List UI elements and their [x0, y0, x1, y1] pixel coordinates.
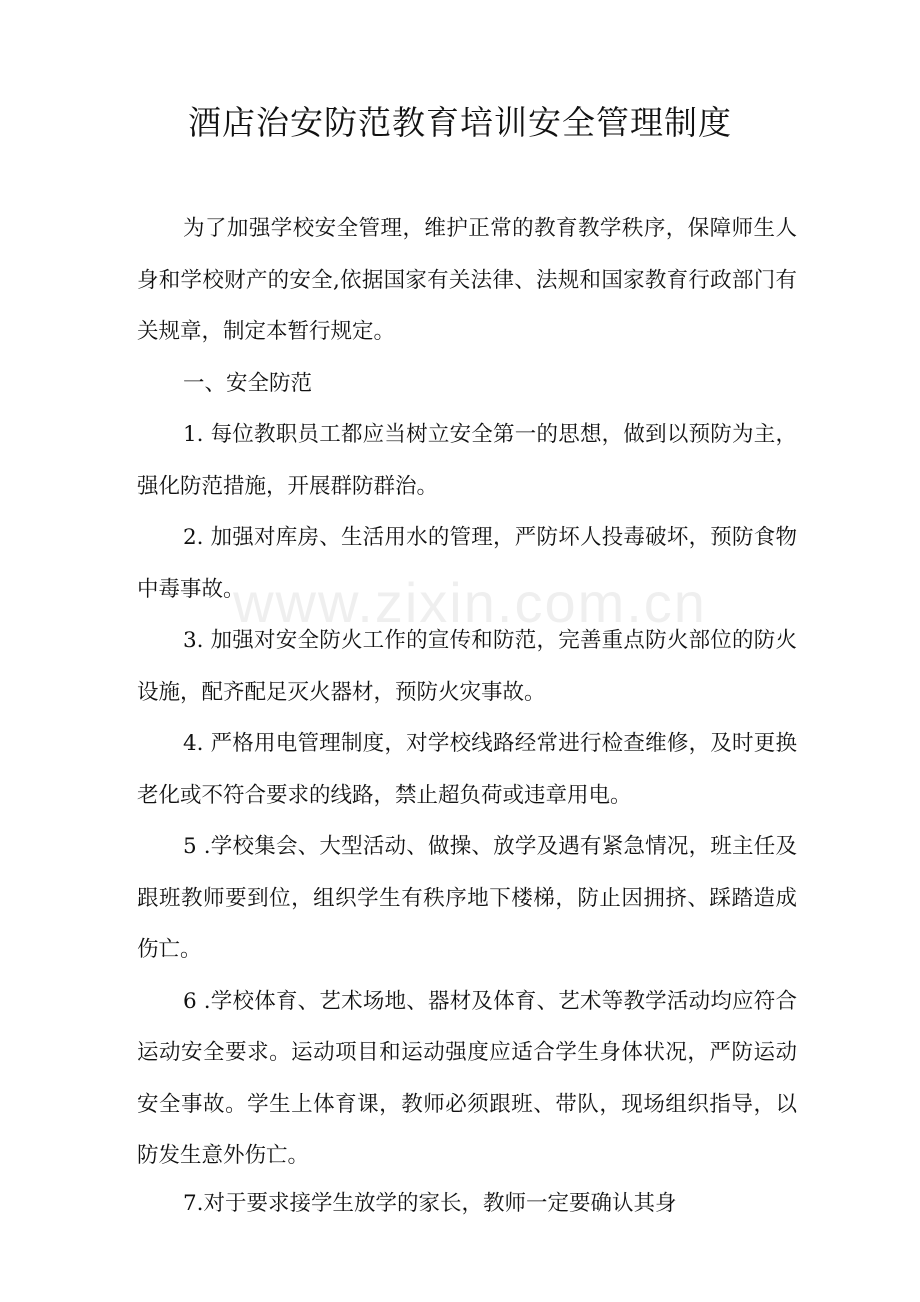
paragraph-item-2: 2. 加强对库房、生活用水的管理，严防坏人投毒破坏，预防食物中毒事故。 [137, 525, 797, 602]
document-title: 酒店治安防范教育培训安全管理制度 [188, 103, 732, 142]
paragraph-item-4: 4. 严格用电管理制度，对学校线路经常进行检查维修，及时更换老化或不符合要求的线路，禁止超负荷或违章用电。 [137, 731, 797, 808]
document-body [137, 203, 797, 1229]
paragraph-item-3: 3. 加强对安全防火工作的宣传和防范，完善重点防火部位的防火设施，配齐配足灭火器材，预防火灾事故。 [137, 628, 797, 705]
paragraph-item-6: 6 .学校体育、艺术场地、器材及体育、艺术等教学活动均应符合运动安全要求。运动项目和运动强度应适合学生身体状况，严防运动安全事故。学生上体育课，教师必须跟班、带队，现场组织指导，以防发生意外伤亡。 [137, 988, 797, 1168]
section-heading-safety: 一、安全防范 [183, 370, 313, 396]
paragraph-item-1: 1. 每位教职员工都应当树立安全第一的思想，做到以预防为主，强化防范措施，开展群防群治。 [137, 422, 797, 499]
watermark-text: www.zixin.com.cn [233, 571, 707, 634]
paragraph-item-7: 7.对于要求接学生放学的家长，教师一定要确认其身 [183, 1190, 677, 1216]
paragraph-intro: 为了加强学校安全管理，维护正常的教育教学秩序，保障师生人身和学校财产的安全,依据国家有关法律、法规和国家教育行政部门有关规章，制定本暂行规定。 [137, 216, 797, 344]
paragraph-item-5: 5 .学校集会、大型活动、做操、放学及遇有紧急情况，班主任及跟班教师要到位，组织学生有秩序地下楼梯，防止因拥挤、踩踏造成伤亡。 [137, 834, 797, 962]
